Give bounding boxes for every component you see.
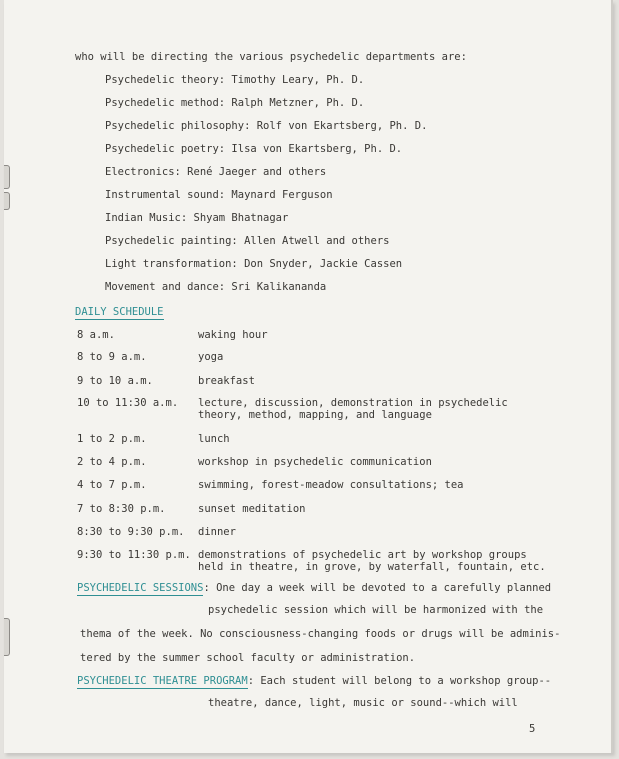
schedule-time: 10 to 11:30 a.m. (77, 397, 179, 409)
schedule-activity: workshop in psychedelic communication (198, 456, 432, 468)
schedule-time: 8:30 to 9:30 p.m. (77, 526, 185, 538)
schedule-time: 1 to 2 p.m. (77, 433, 147, 445)
schedule-activity: theory, method, mapping, and language (198, 409, 432, 421)
sessions-text: : One day a week will be devoted to a carefully planned (203, 582, 552, 594)
schedule-activity: swimming, forest-meadow consultations; tea (198, 479, 464, 491)
schedule-time: 7 to 8:30 p.m. (77, 503, 166, 515)
schedule-activity: sunset meditation (198, 503, 306, 515)
intro-text: who will be directing the various psychedelic departments are: (75, 51, 467, 63)
theatre-text: : Each student will belong to a workshop group-- (247, 675, 552, 687)
theatre-paragraph-line (77, 675, 551, 687)
sessions-paragraph-line (77, 582, 551, 594)
schedule-activity: lunch (198, 433, 230, 445)
department-line: Indian Music: Shyam Bhatnagar (105, 212, 289, 224)
schedule-activity: yoga (198, 351, 224, 363)
schedule-activity: lecture, discussion, demonstration in psychedelic (198, 397, 508, 409)
sessions-text: thema of the week. No consciousness-changing foods or drugs will be adminis- (80, 628, 561, 640)
department-line: Movement and dance: Sri Kalikananda (105, 281, 327, 293)
document-page (4, 0, 613, 753)
department-line: Psychedelic method: Ralph Metzner, Ph. D. (105, 97, 365, 109)
department-line: Light transformation: Don Snyder, Jackie Cassen (105, 258, 403, 270)
binder-clip-mark (4, 618, 10, 656)
schedule-activity: held in theatre, in grove, by waterfall, fountain, etc. (198, 561, 546, 573)
department-line: Instrumental sound: Maynard Ferguson (105, 189, 333, 201)
schedule-time: 9 to 10 a.m. (77, 375, 153, 387)
department-line: Psychedelic poetry: Ilsa von Ekartsberg, Ph. D. (105, 143, 403, 155)
schedule-time: 2 to 4 p.m. (77, 456, 147, 468)
department-line: Psychedelic painting: Allen Atwell and others (105, 235, 390, 247)
schedule-time: 9:30 to 11:30 p.m. (77, 549, 191, 561)
daily-schedule-heading: DAILY SCHEDULE (75, 306, 164, 318)
binder-clip-mark (4, 165, 10, 189)
department-line: Electronics: René Jaeger and others (105, 166, 327, 178)
schedule-activity: breakfast (198, 375, 255, 387)
department-line: Psychedelic theory: Timothy Leary, Ph. D. (105, 74, 365, 86)
page-number: 5 (529, 723, 536, 735)
schedule-activity: demonstrations of psychedelic art by workshop groups (198, 549, 527, 561)
sessions-text: tered by the summer school faculty or administration. (80, 652, 416, 664)
schedule-time: 8 a.m. (77, 329, 115, 341)
schedule-time: 4 to 7 p.m. (77, 479, 147, 491)
sessions-heading: PSYCHEDELIC SESSIONS (77, 582, 204, 594)
schedule-activity: waking hour (198, 329, 268, 341)
binder-clip-mark (4, 192, 10, 210)
sessions-text: psychedelic session which will be harmonized with the (208, 604, 544, 616)
schedule-activity: dinner (198, 526, 236, 538)
theatre-heading: PSYCHEDELIC THEATRE PROGRAM (77, 675, 248, 687)
schedule-time: 8 to 9 a.m. (77, 351, 147, 363)
theatre-text: theatre, dance, light, music or sound--which will (208, 697, 518, 709)
department-line: Psychedelic philosophy: Rolf von Ekartsberg, Ph. D. (105, 120, 428, 132)
